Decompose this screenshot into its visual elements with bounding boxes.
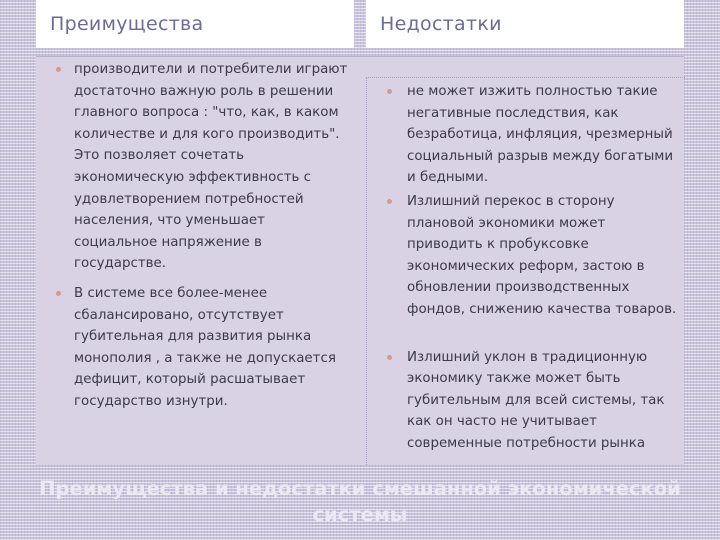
advantage-item bbox=[36, 59, 354, 275]
comparison-table bbox=[36, 56, 684, 465]
advantages-list bbox=[36, 59, 354, 413]
bullet-icon bbox=[387, 199, 392, 204]
advantage-text: производители и потребители играют достаточно важную роль в решении главного вопроса : "что, как, в каком количестве и для кого производить". Это позволяет сочетать экономическую эффективность с удовлетворением потребностей населения, что уменьшает социальное напряжение в государстве. bbox=[74, 62, 348, 272]
bullet-icon bbox=[56, 67, 61, 72]
advantages-column bbox=[36, 57, 354, 465]
disadvantage-item bbox=[367, 191, 685, 321]
bullet-icon bbox=[56, 291, 61, 296]
bullet-icon bbox=[387, 89, 392, 94]
advantage-item bbox=[36, 283, 354, 413]
advantage-text: В системе все более-менее сбалансировано, отсутствует губительная для развития рынка монополия , а также не допускается дефицит, который расшатывает государство изнутри. bbox=[74, 285, 336, 409]
advantages-header-label: Преимущества bbox=[50, 13, 204, 35]
disadvantage-text: Излишний уклон в традиционную экономику также может быть губительным для всей системы, так как он часто не учитывает современные потребности рынка bbox=[407, 349, 665, 451]
disadvantages-header-label: Недостатки bbox=[380, 13, 502, 35]
disadvantage-text: не может изжить полностью такие негативные последствия, как безработица, инфляция, чрезмерный социальный разрыв между богатыми и бедными. bbox=[407, 84, 674, 186]
disadvantage-item bbox=[367, 81, 685, 189]
disadvantages-header bbox=[366, 0, 684, 48]
advantages-header bbox=[36, 0, 354, 48]
slide-title: Преимущества и недостатки смешанной экономической системы bbox=[39, 477, 681, 526]
disadvantage-item bbox=[367, 347, 685, 455]
bullet-icon bbox=[387, 355, 392, 360]
disadvantages-list bbox=[367, 81, 685, 455]
disadvantages-column bbox=[366, 77, 685, 465]
disadvantage-text: Излишний перекос в сторону плановой экономики может приводить к пробуксовке экономических реформ, застою в обновлении производственных фондов, снижению качества товаров. bbox=[407, 193, 677, 317]
